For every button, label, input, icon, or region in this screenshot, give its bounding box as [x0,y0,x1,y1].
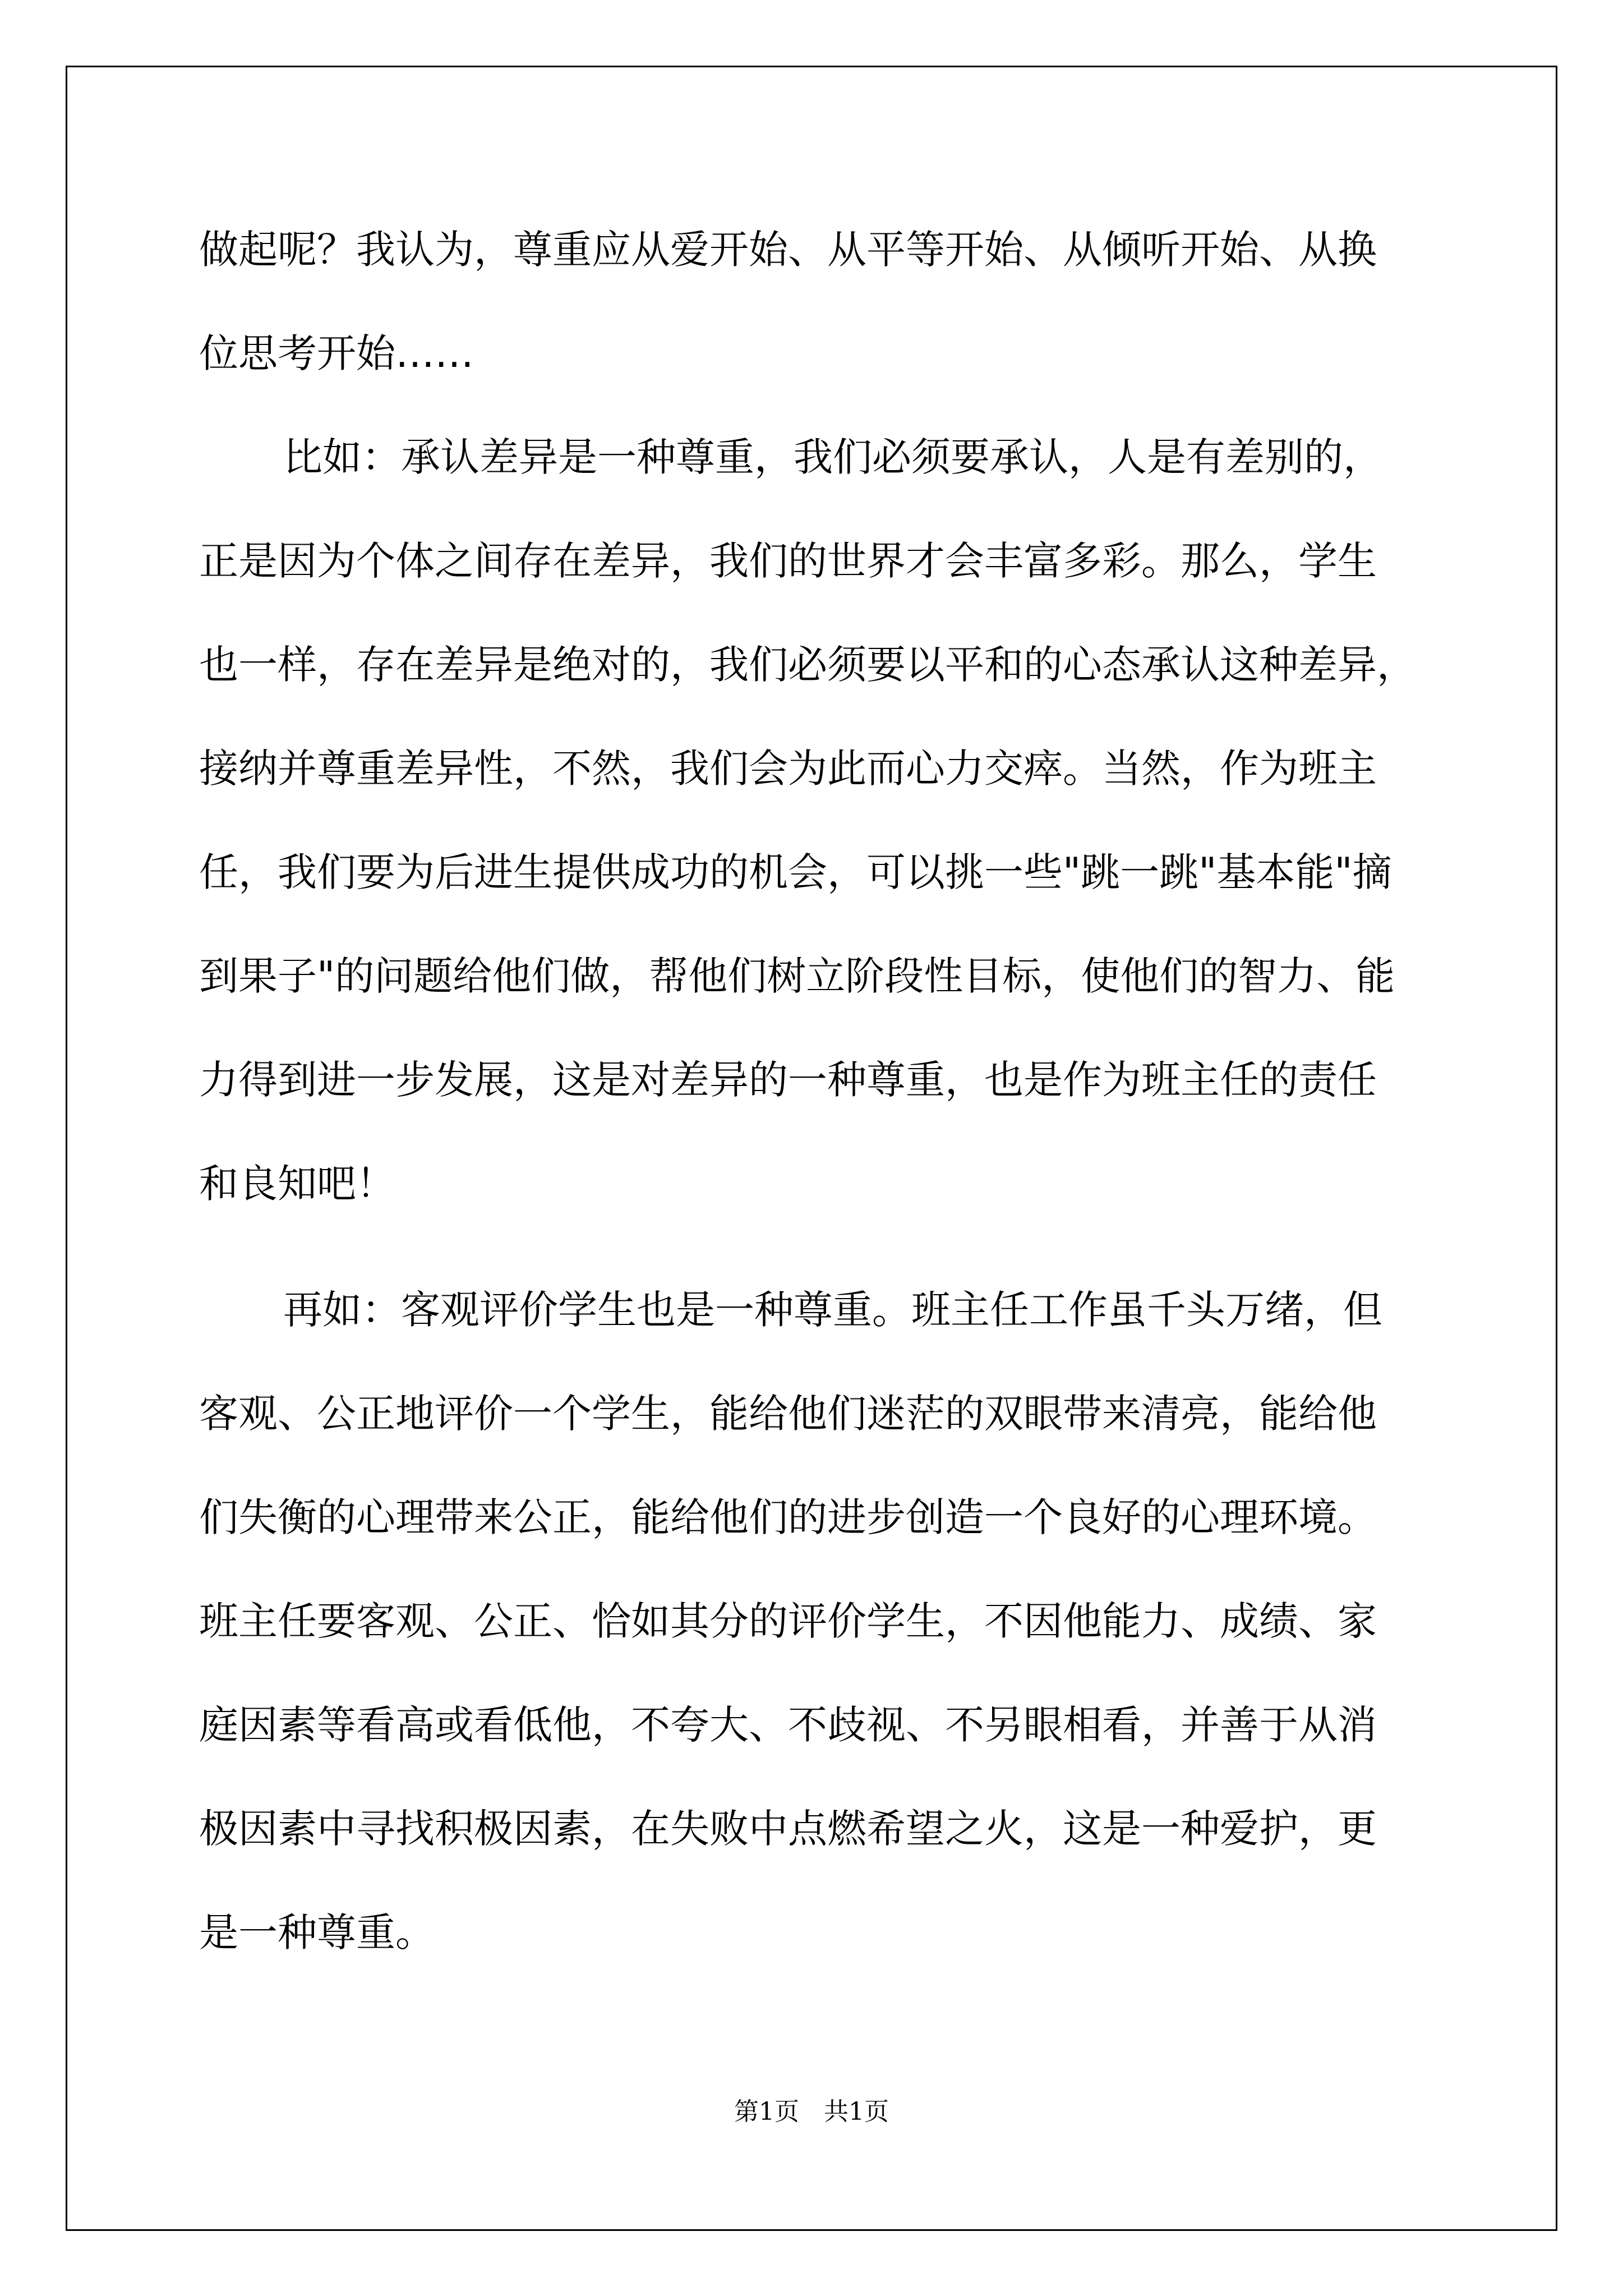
text-line: 是一种尊重。 [199,1910,435,1955]
paragraph-start-line: 比如：承认差异是一种尊重，我们必须要承认，人是有差别的， [283,434,1382,480]
text-line: 客观、公正地评价一个学生，能给他们迷茫的双眼带来清亮，能给他 [199,1391,1377,1437]
text-line: 力得到进一步发展，这是对差异的一种尊重，也是作为班主任的责任 [199,1057,1377,1103]
text-line: 和良知吧！ [199,1161,395,1207]
text-line: 到果子"的问题给他们做，帮他们树立阶段性目标，使他们的智力、能 [199,953,1395,999]
text-line: 庭因素等看高或看低他，不夸大、不歧视、不另眼相看，并善于从消 [199,1702,1377,1748]
text-line: 正是因为个体之间存在差异，我们的世界才会丰富多彩。那么，学生 [199,538,1377,584]
text-line: 极因素中寻找积极因素，在失败中点燃希望之火，这是一种爱护，更 [199,1806,1377,1852]
text-line: 班主任要客观、公正、恰如其分的评价学生，不因他能力、成绩、家 [199,1598,1377,1644]
text-line: 做起呢？我认为，尊重应从爱开始、从平等开始、从倾听开始、从换 [199,227,1377,273]
page-footer: 第1页 共1页 [734,2097,889,2126]
text-line: 位思考开始…… [199,330,474,376]
text-line: 任，我们要为后进生提供成功的机会，可以挑一些"跳一跳"基本能"摘 [199,849,1392,895]
text-line: 也一样，存在差异是绝对的，我们必须要以平和的心态承认这种差异， [199,642,1416,688]
text-line: 接纳并尊重差异性，不然，我们会为此而心力交瘁。当然，作为班主 [199,746,1377,792]
paragraph-start-line: 再如：客观评价学生也是一种尊重。班主任工作虽千头万绪，但 [283,1287,1382,1333]
text-line: 们失衡的心理带来公正，能给他们的进步创造一个良好的心理环境。 [199,1494,1377,1540]
